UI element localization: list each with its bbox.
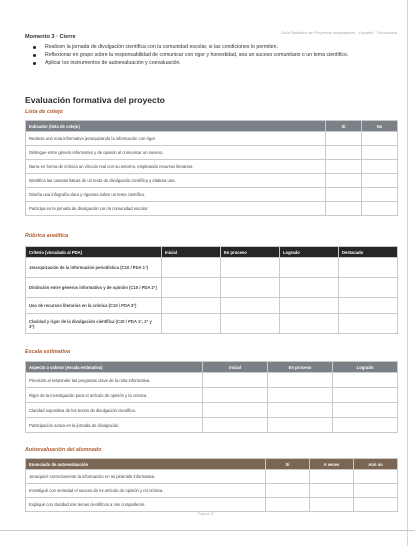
table-header-row: [26, 121, 398, 132]
page-divider: [0, 530, 415, 531]
column-header: Inicial: [203, 362, 268, 373]
column-header: Enunciado de autoevaluación: [26, 459, 266, 470]
checklist-title: Lista de cotejo: [25, 109, 63, 115]
column-header: Destacado: [339, 247, 398, 258]
main-heading: Evaluación formativa del proyecto: [25, 95, 165, 105]
table-header-row: [26, 459, 398, 470]
table-row: Expliqué con claridad mis temas científicos a mis compañeros.: [26, 498, 398, 512]
table-row: Uso de recursos literarios en la crónica (C10 / PDA 3°): [26, 298, 398, 314]
column-header: Aspecto a valorar (escala estimativa): [26, 362, 203, 373]
column-header: Sí: [326, 121, 362, 132]
checklist-table: [25, 120, 398, 216]
scale-title: Escala estimativa: [25, 349, 70, 355]
rubric-table: [25, 246, 398, 334]
table-row: Precisión al responder las preguntas clave de la nota informativa.: [26, 373, 398, 388]
column-header: Aún no: [354, 459, 398, 470]
table-row: Rigor de la investigación para el artículo de opinión y la crónica.: [26, 388, 398, 403]
self-eval-title: Autoevaluación del alumnado: [25, 447, 102, 453]
document-page: [5, 0, 408, 546]
column-header: Logrado: [280, 247, 339, 258]
scale-table: [25, 361, 398, 433]
column-header: Logrado: [333, 362, 398, 373]
table-row: Claridad expositiva de los textos de divulgación científica.: [26, 403, 398, 418]
table-row: Narra en forma de crónica un vínculo real con su entorno, empleando recursos literarios.: [26, 160, 398, 174]
column-header: En proceso: [221, 247, 280, 258]
table-row: Identifica las características de un texto de divulgación científica y elabora uno.: [26, 174, 398, 188]
column-header: Criterio (vinculado al PDA): [26, 247, 162, 258]
table-header-row: [26, 362, 398, 373]
table-row: Distingue entre género informativo y de opinión al comunicar un suceso.: [26, 146, 398, 160]
table-row: Redacta una nota informativa jerarquizando la información con rigor.: [26, 132, 398, 146]
bullet-item: Realicen la jornada de divulgación científica con la comunidad escolar, si las condiciones lo permiten.: [33, 44, 383, 51]
column-header: Sí: [266, 459, 310, 470]
self-eval-table: [25, 458, 398, 512]
page-number: Página 10: [197, 512, 215, 516]
column-header: A veces: [310, 459, 354, 470]
column-header: Inicial: [162, 247, 221, 258]
table-row: Jerarquicé correctamente la información en mi pirámide informativa.: [26, 470, 398, 484]
table-row: Investigué con seriedad el suceso de mi artículo de opinión y mi crónica.: [26, 484, 398, 498]
running-header: Guía Didáctica de Proyectos Integradores · Español · Secundaria: [280, 30, 397, 35]
column-header: En proceso: [268, 362, 333, 373]
bullet-item: Reflexionar en grupo sobre la responsabilidad de comunicar con rigor y honestidad, sea un suceso comunitario o un tema científico.: [33, 52, 383, 59]
bullet-item: Aplicar los instrumentos de autoevaluación y coevaluación.: [33, 60, 383, 67]
table-row: Claridad y rigor de la divulgación científica (C10 / PDA 1°, 2° y 3°): [26, 314, 398, 334]
table-row: Jerarquización de la información periodística (C10 / PDA 1°): [26, 258, 398, 278]
table-row: Participa en la jornada de divulgación con la comunidad escolar.: [26, 202, 398, 216]
table-row: Diseña una infografía clara y rigurosa sobre un tema científico.: [26, 188, 398, 202]
table-row: Distinción entre géneros informativo y de opinión (C10 / PDA 2°): [26, 278, 398, 298]
table-header-row: [26, 247, 398, 258]
bullet-list: [33, 44, 383, 69]
section-title: Momento 3 · Cierre: [25, 34, 76, 40]
table-row: Participación activa en la jornada de divulgación.: [26, 418, 398, 433]
column-header: Indicador (lista de cotejo): [26, 121, 326, 132]
column-header: No: [362, 121, 398, 132]
rubric-title: Rúbrica analítica: [25, 233, 69, 239]
